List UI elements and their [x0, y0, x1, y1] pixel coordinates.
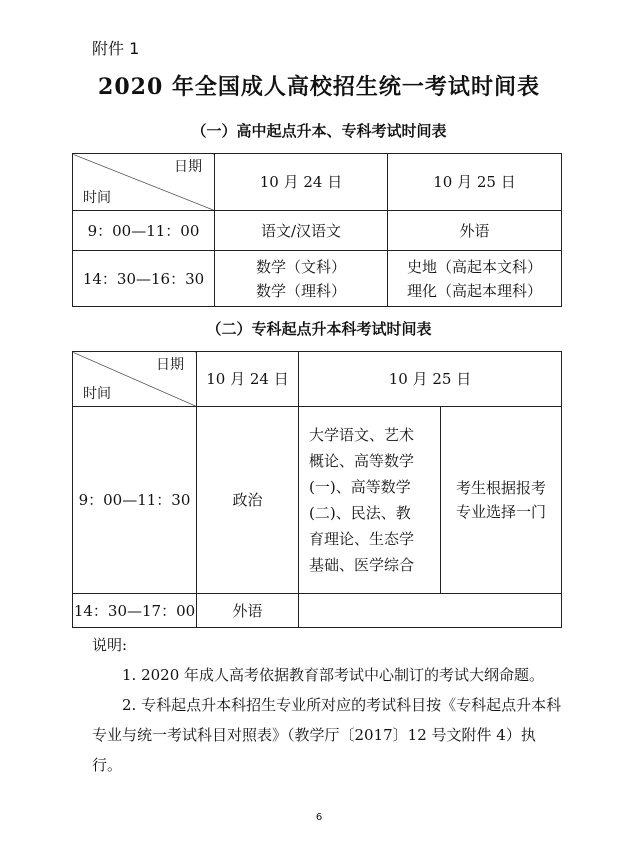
empty-cell: [299, 594, 562, 628]
notes-section: [92, 630, 562, 780]
header-day2: 10 月 25 日: [299, 352, 562, 407]
header-day1: 10 月 24 日: [215, 154, 388, 211]
diagonal-header-cell: [73, 154, 215, 211]
note-item: 2. 专科起点升本科招生专业所对应的考试科目按《专科起点升本科专业与统一考试科目对照表》（教学厅〔2017〕12 号文附件 4）执行。: [92, 696, 562, 774]
table-row: [73, 407, 562, 594]
subject-line: 大学语文、艺术: [309, 426, 415, 444]
subject-cell: [215, 251, 388, 307]
header-date-label: 日期: [174, 159, 202, 175]
schedule-table-2: [72, 351, 562, 628]
subject-cell: 政治: [197, 407, 299, 594]
diagonal-header-cell: [73, 352, 197, 407]
annex-label: 附件 1: [92, 39, 140, 58]
page-title: 2020 年全国成人高校招生统一考试时间表: [98, 74, 540, 100]
subject-line: 基础、医学综合: [309, 556, 415, 574]
header-time-label: 时间: [83, 386, 111, 402]
header-time-label: 时间: [83, 190, 111, 206]
subject-list-cell: [299, 407, 441, 594]
subject-cell: 外语: [197, 594, 299, 628]
header-day1: 10 月 24 日: [197, 352, 299, 407]
subject-line: (一)、高等数学: [309, 478, 411, 496]
schedule-table-1: [72, 153, 562, 307]
header-date-label: 日期: [156, 357, 184, 373]
subject-cell: [215, 211, 388, 251]
note-item: 1. 2020 年成人高考依据教育部考试中心制订的考试大纲命题。: [122, 666, 545, 684]
subject-line: 概论、高等数学: [309, 452, 415, 470]
time-cell: 9：00—11：00: [73, 211, 215, 251]
subject-line: 史地（高起本文科）: [406, 257, 542, 276]
subject-cell: [388, 251, 562, 307]
subject-line: 数学（理科）: [255, 281, 346, 300]
subject-line: 理化（高起本理科）: [406, 281, 542, 300]
table-row: [73, 251, 562, 307]
choice-note-cell: [441, 407, 562, 594]
time-cell: 9：00—11：30: [73, 407, 197, 594]
time-cell: 14：30—16：30: [73, 251, 215, 307]
section2-heading: （二）专科起点升本科考试时间表: [206, 320, 432, 338]
subject-line: 外语: [459, 221, 490, 240]
header-day2: 10 月 25 日: [388, 154, 562, 211]
subject-line: 专业选择一门: [456, 503, 547, 521]
notes-heading: 说明:: [92, 636, 128, 654]
table-header-row: [73, 352, 562, 407]
table-row: [73, 594, 562, 628]
subject-line: (二)、民法、教: [309, 504, 411, 522]
subject-line: 语文/汉语文: [260, 221, 342, 240]
time-cell: 14：30—17：00: [73, 594, 197, 628]
subject-line: 育理论、生态学: [309, 530, 415, 548]
page-number: 6: [315, 812, 323, 823]
section1-heading: （一）高中起点升本、专科考试时间表: [191, 122, 447, 140]
subject-cell: [388, 211, 562, 251]
table-row: [73, 211, 562, 251]
subject-line: 数学（文科）: [255, 257, 346, 276]
subject-line: 考生根据报考: [456, 479, 547, 497]
table-header-row: [73, 154, 562, 211]
